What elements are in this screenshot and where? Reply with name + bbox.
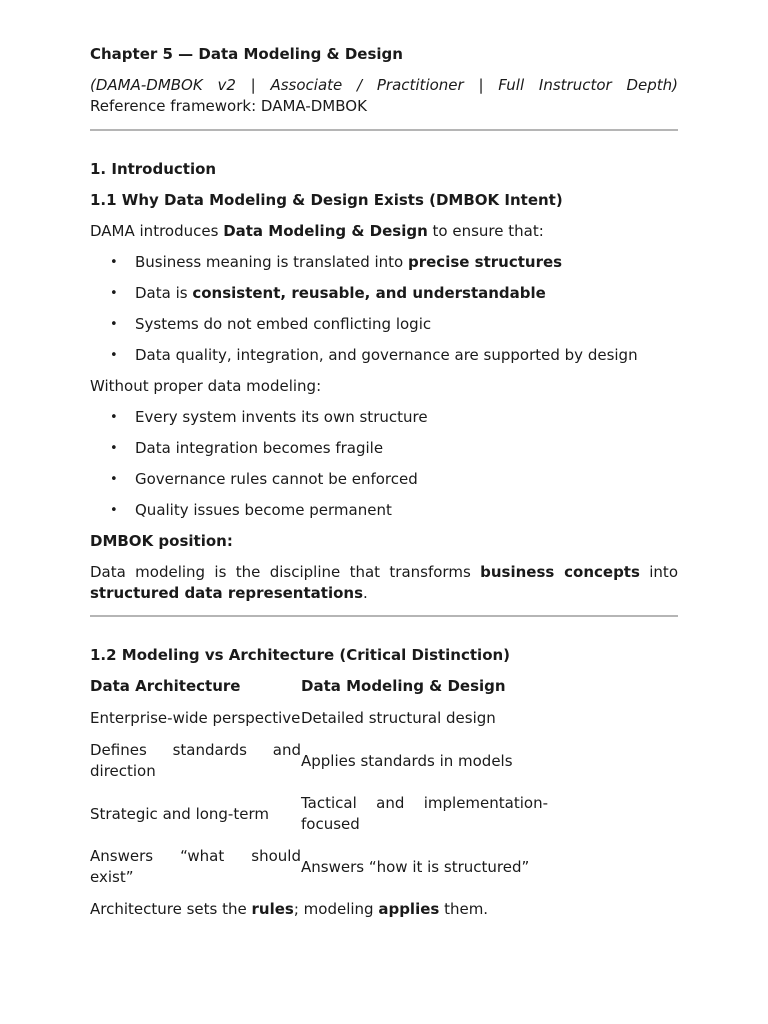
divider — [90, 129, 678, 131]
table-row — [90, 708, 548, 740]
list-item: • Data is consistent, reusable, and understandable — [90, 283, 678, 304]
table-cell: Tactical and implementation-focused — [301, 794, 548, 833]
lead-text: DAMA introduces — [90, 222, 224, 240]
ensure-list — [90, 252, 678, 366]
list-item: • Quality issues become permanent — [90, 500, 678, 521]
document-content — [90, 44, 678, 920]
table-row — [90, 740, 548, 793]
list-item: • Every system invents its own structure — [90, 407, 678, 428]
column-header-architecture: Data Architecture — [90, 677, 241, 695]
list-item: • Systems do not embed conflicting logic — [90, 314, 678, 335]
lead-text-end: to ensure that: — [427, 222, 544, 240]
subsection-heading-why: 1.1 Why Data Modeling & Design Exists (DMBOK Intent) — [90, 191, 563, 209]
list-item: • Business meaning is translated into precise structures — [90, 252, 678, 273]
divider — [90, 615, 678, 617]
dmbok-position-paragraph: Data modeling is the discipline that transforms business concepts into structured data representations. — [90, 563, 678, 602]
table-cell: Detailed structural design — [301, 709, 496, 727]
chapter-subtitle: (DAMA-DMBOK v2 | Associate / Practitioner | Full Instructor Depth) — [90, 76, 678, 94]
list-item: • Data quality, integration, and governance are supported by design — [90, 345, 678, 366]
table-header-row — [90, 676, 548, 708]
column-header-modeling: Data Modeling & Design — [301, 677, 506, 695]
table-row — [90, 846, 548, 899]
table-cell: Applies standards in models — [301, 751, 513, 770]
list-item: • Governance rules cannot be enforced — [90, 469, 678, 490]
without-lead-paragraph: Without proper data modeling: — [90, 377, 322, 395]
intro-lead-paragraph — [90, 221, 678, 242]
dmbok-position-heading: DMBOK position: — [90, 532, 233, 550]
reference-framework: Reference framework: DAMA-DMBOK — [90, 97, 367, 115]
chapter-title: Chapter 5 — Data Modeling & Design — [90, 45, 403, 63]
comparison-summary: Architecture sets the rules; modeling applies them. — [90, 900, 489, 918]
table-cell: Answers “how it is structured” — [301, 857, 530, 876]
section-heading-introduction: 1. Introduction — [90, 160, 217, 178]
list-item: • Data integration becomes fragile — [90, 438, 678, 459]
table-cell: Defines standards and direction — [90, 741, 301, 780]
comparison-table — [90, 676, 548, 899]
table-row — [90, 793, 548, 846]
lead-bold-text: Data Modeling & Design — [223, 222, 428, 240]
table-cell: Answers “what should exist” — [90, 847, 301, 886]
table-cell: Enterprise-wide perspective — [90, 709, 301, 727]
without-list — [90, 407, 678, 521]
subsection-heading-comparison: 1.2 Modeling vs Architecture (Critical Distinction) — [90, 646, 511, 664]
table-cell: Strategic and long-term — [90, 804, 269, 823]
